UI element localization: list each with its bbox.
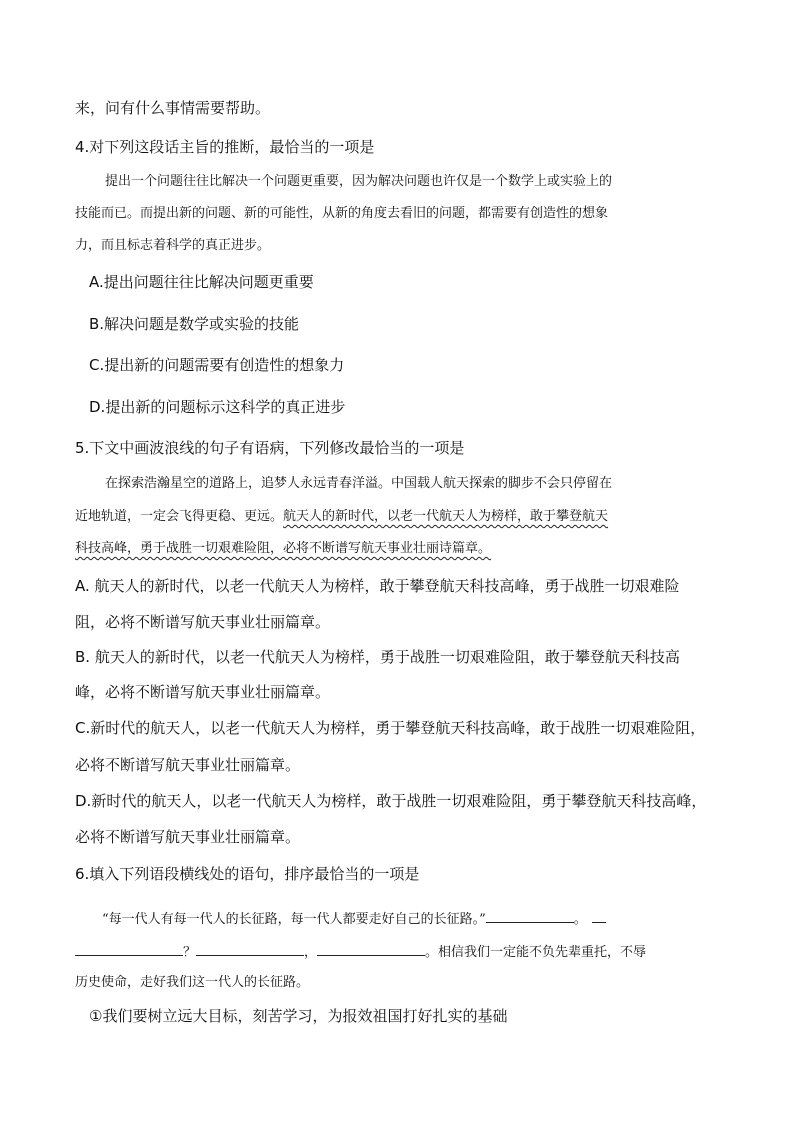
option-c-cont: 必将不断谱写航天事业壮丽篇章。: [75, 756, 301, 774]
fill-in-blank[interactable]: [486, 908, 574, 923]
punctuation: 。: [573, 912, 587, 927]
wavy-underlined-sentence: 航天人的新时代，以老一代航天人为榜样，敢于攀登航天: [283, 509, 609, 524]
fill-in-blank[interactable]: [592, 908, 606, 923]
question-5-stem: 5.下文中画波浪线的句子有语病，下列修改最恰当的一项是: [75, 439, 465, 457]
option-b-cont: 峰，必将不断谱写航天事业壮丽篇章。: [75, 683, 331, 701]
passage-text: “每一代人有每一代人的长征路，每一代人都要走好自己的长征路。”: [102, 912, 486, 927]
passage-line: [75, 507, 608, 527]
question-6-stem: 6.填入下列语段横线处的语句，排序最恰当的一项是: [75, 865, 420, 883]
fill-in-blank[interactable]: [196, 941, 304, 956]
passage-text: 近地轨道，一定会飞得更稳、更远。: [75, 509, 284, 524]
passage-text: 。相信我们一定能不负先辈重托，不辱: [425, 945, 647, 960]
option-b: B.解决问题是数学或实验的技能: [89, 315, 300, 333]
passage-line: 技能而已。而提出新的问题、新的可能性，从新的角度去看旧的问题，都需要有创造性的想象: [75, 206, 609, 221]
passage-line: 在探索浩瀚星空的道路上，追梦人永远青春洋溢。中国载人航天探索的脚步不会只停留在: [105, 476, 613, 491]
passage-line: 力，而且标志着科学的真正进步。: [75, 238, 271, 253]
option-d: D.新时代的航天人，以老一代航天人为榜样，敢于战胜一切艰难险阻，勇于攀登航天科技高峰，: [75, 792, 707, 810]
passage-line: [75, 539, 491, 559]
passage-line: 历史使命，走好我们这一代人的长征路。: [75, 975, 310, 990]
wavy-underlined-sentence: 科技高峰，勇于战胜一切艰难险阻，必将不断谱写航天事业壮丽诗篇章。: [75, 541, 492, 556]
option-c: C.提出新的问题需要有创造性的想象力: [89, 356, 345, 374]
question-4-stem: 4.对下列这段话主旨的推断，最恰当的一项是: [75, 138, 375, 156]
passage-line: 提出一个问题往往比解决一个问题更重要，因为解决问题也许仅是一个数学上或实验上的: [105, 174, 613, 189]
option-b: B. 航天人的新时代，以老一代航天人为榜样，勇于战胜一切艰难险阻，敢于攀登航天科技高: [75, 648, 680, 666]
punctuation: ，: [304, 945, 318, 960]
fill-in-blank[interactable]: [317, 941, 425, 956]
option-a: A.提出问题往往比解决问题更重要: [89, 273, 314, 291]
passage-line: [102, 908, 606, 930]
passage-line: [75, 941, 646, 963]
punctuation: ？: [183, 945, 197, 960]
option-a: A. 航天人的新时代，以老一代航天人为榜样，敢于攀登航天科技高峰，勇于战胜一切艰难险: [75, 577, 680, 595]
text-line: 来，问有什么事情需要帮助。: [75, 99, 271, 117]
option-d-cont: 必将不断谱写航天事业壮丽篇章。: [75, 828, 301, 846]
choice-item-1: ①我们要树立远大目标，刻苦学习，为报效祖国打好扎实的基础: [89, 1007, 508, 1025]
option-c: C.新时代的航天人，以老一代航天人为榜样，勇于攀登航天科技高峰，敢于战胜一切艰难险阻，: [75, 719, 706, 737]
fill-in-blank[interactable]: [75, 941, 183, 956]
option-d: D.提出新的问题标示这科学的真正进步: [89, 398, 346, 416]
option-a-cont: 阻，必将不断谱写航天事业壮丽篇章。: [75, 613, 331, 631]
